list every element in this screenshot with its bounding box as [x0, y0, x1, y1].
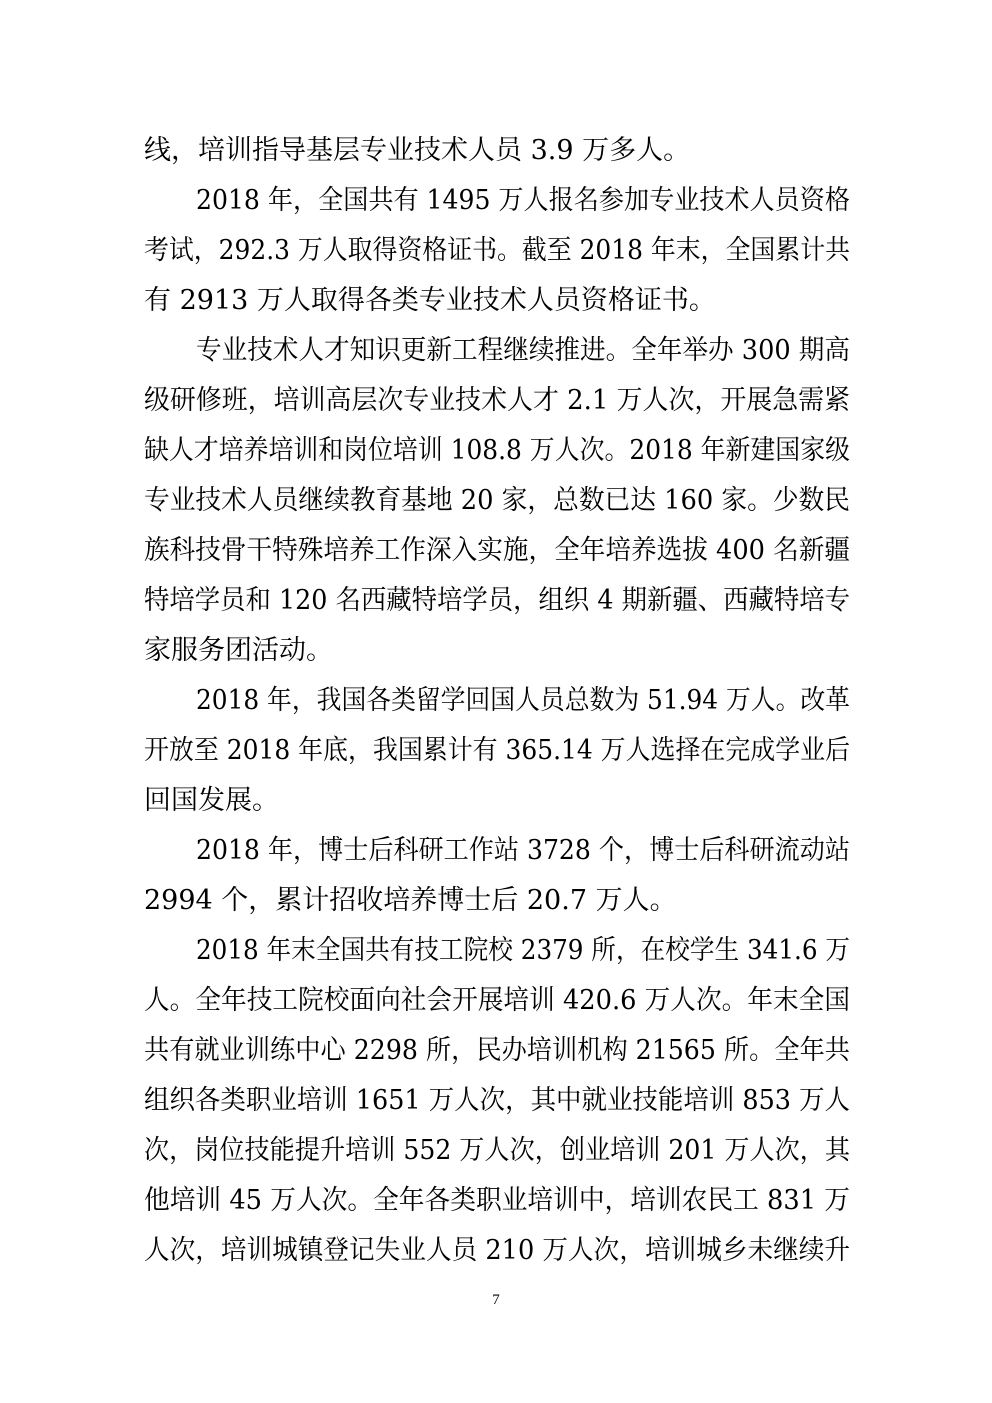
line-text: 2018 年，博士后科研工作站 3728 个，博士后科研流动站 [196, 835, 850, 866]
text-line [0, 1226, 992, 1276]
text-line [0, 226, 992, 276]
text-line [0, 826, 992, 876]
text-line [0, 576, 992, 626]
text-line [0, 476, 992, 526]
line-text: 共有就业训练中心 2298 所，民办培训机构 21565 所。全年共 [144, 1035, 850, 1066]
line-text: 特培学员和 120 名西藏特培学员，组织 4 期新疆、西藏特培专 [144, 585, 850, 616]
text-line [0, 776, 992, 826]
text-line [0, 926, 992, 976]
line-text: 专业技术人员继续教育基地 20 家，总数已达 160 家。少数民 [144, 485, 850, 516]
line-text: 人次，培训城镇登记失业人员 210 万人次，培训城乡未继续升 [144, 1235, 850, 1266]
line-text: 组织各类职业培训 1651 万人次，其中就业技能培训 853 万人 [144, 1085, 850, 1116]
line-text: 有 2913 万人取得各类专业技术人员资格证书。 [144, 285, 716, 316]
line-text: 族科技骨干特殊培养工作深入实施，全年培养选拔 400 名新疆 [144, 535, 850, 566]
line-text: 人。全年技工院校面向社会开展培训 420.6 万人次。年末全国 [144, 985, 850, 1016]
page-number: 7 [492, 1292, 500, 1308]
line-text: 2994 个，累计招收培养博士后 20.7 万人。 [144, 885, 677, 916]
text-line [0, 1176, 992, 1226]
text-line [0, 726, 992, 776]
text-line [0, 976, 992, 1026]
text-line [0, 176, 992, 226]
text-line [0, 126, 992, 176]
line-text: 家服务团活动。 [144, 635, 333, 666]
line-text: 次，岗位技能提升培训 552 万人次，创业培训 201 万人次，其 [144, 1135, 850, 1166]
text-line [0, 1076, 992, 1126]
text-line [0, 376, 992, 426]
line-text: 回国发展。 [144, 785, 279, 816]
text-line [0, 676, 992, 726]
text-line [0, 326, 992, 376]
text-line [0, 626, 992, 676]
line-text: 2018 年末全国共有技工院校 2379 所，在校学生 341.6 万 [196, 935, 850, 966]
text-line [0, 276, 992, 326]
line-text: 开放至 2018 年底，我国累计有 365.14 万人选择在完成学业后 [144, 735, 850, 766]
line-text: 线，培训指导基层专业技术人员 3.9 万多人。 [144, 135, 691, 166]
line-text: 他培训 45 万人次。全年各类职业培训中，培训农民工 831 万 [144, 1185, 850, 1216]
text-line [0, 526, 992, 576]
text-line [0, 426, 992, 476]
text-line [0, 1026, 992, 1076]
line-text: 级研修班，培训高层次专业技术人才 2.1 万人次，开展急需紧 [144, 385, 850, 416]
line-text: 专业技术人才知识更新工程继续推进。全年举办 300 期高 [196, 335, 850, 366]
line-text: 缺人才培养培训和岗位培训 108.8 万人次。2018 年新建国家级 [144, 435, 850, 466]
text-line [0, 876, 992, 926]
line-text: 考试，292.3 万人取得资格证书。截至 2018 年末，全国累计共 [144, 235, 850, 266]
line-text: 2018 年，我国各类留学回国人员总数为 51.94 万人。改革 [196, 685, 850, 716]
text-line [0, 1126, 992, 1176]
line-text: 2018 年，全国共有 1495 万人报名参加专业技术人员资格 [196, 185, 850, 216]
